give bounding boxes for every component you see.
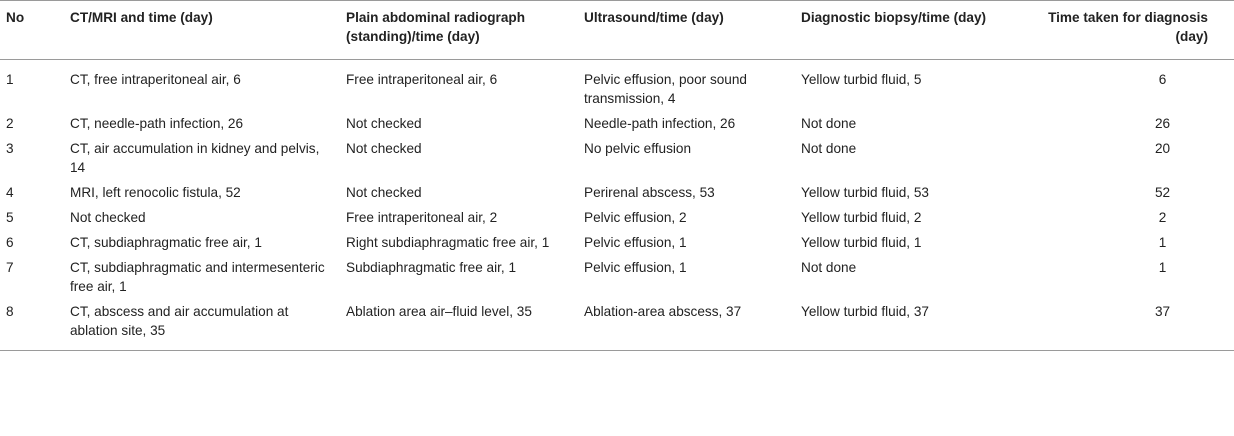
header-ultrasound: Ultrasound/time (day) [584,10,724,25]
cell-biopsy: Yellow turbid fluid, 5 [801,72,922,87]
cell-no: 3 [6,141,14,156]
cell-radiograph: Free intraperitoneal air, 2 [346,210,498,225]
cell-radiograph: Subdiaphragmatic free air, 1 [346,260,517,275]
cell-radiograph: Not checked [346,185,422,200]
cell-ultrasound: Pelvic effusion, 1 [584,260,687,275]
table-row [0,60,1234,112]
cell-ultrasound: Ablation-area abscess, 37 [584,304,742,319]
cell-ct-mri: CT, free intraperitoneal air, 6 [70,72,241,87]
header-biopsy: Diagnostic biopsy/time (day) [801,10,987,25]
table-row [0,180,1234,205]
cell-no: 6 [6,235,14,250]
cell-biopsy: Yellow turbid fluid, 1 [801,235,922,250]
header-time-to-diagnosis: Time taken for diagnosis (day) [1048,10,1208,44]
cell-ultrasound: Needle-path infection, 26 [584,116,736,131]
table-row [0,111,1234,136]
cell-no: 4 [6,185,14,200]
cell-ct-mri: CT, subdiaphragmatic and intermesenteric free air, 1 [70,260,325,294]
cell-time: 37 [1154,304,1171,319]
cell-radiograph: Not checked [346,116,422,131]
cell-ct-mri: MRI, left renocolic fistula, 52 [70,185,241,200]
cell-radiograph: Right subdiaphragmatic free air, 1 [346,235,550,250]
cell-time: 20 [1154,141,1171,156]
cell-ultrasound: Perirenal abscess, 53 [584,185,715,200]
cell-biopsy: Not done [801,141,857,156]
cell-biopsy: Yellow turbid fluid, 2 [801,210,922,225]
cell-ultrasound: Pelvic effusion, 2 [584,210,687,225]
cell-ultrasound: No pelvic effusion [584,141,692,156]
cell-biopsy: Not done [801,116,857,131]
cell-ct-mri: CT, needle-path infection, 26 [70,116,244,131]
table-row [0,299,1234,351]
cell-ct-mri: CT, air accumulation in kidney and pelvis, 14 [70,141,320,175]
cell-no: 7 [6,260,14,275]
table-body [0,60,1234,351]
cell-ct-mri: Not checked [70,210,146,225]
cell-ultrasound: Pelvic effusion, 1 [584,235,687,250]
cell-no: 5 [6,210,14,225]
cell-radiograph: Not checked [346,141,422,156]
cell-radiograph: Ablation area air–fluid level, 35 [346,304,532,319]
cell-time: 1 [1158,235,1167,250]
cell-biopsy: Yellow turbid fluid, 53 [801,185,929,200]
cell-ct-mri: CT, abscess and air accumulation at ablation site, 35 [70,304,289,338]
header-ct-mri: CT/MRI and time (day) [70,10,213,25]
cell-no: 1 [6,72,14,87]
table-row [0,136,1234,180]
table-row [0,230,1234,255]
cell-radiograph: Free intraperitoneal air, 6 [346,72,498,87]
header-row [0,1,1234,60]
header-radiograph: Plain abdominal radiograph (standing)/time (day) [346,10,526,44]
table-row [0,205,1234,230]
header-no: No [6,10,25,25]
table-header [0,1,1234,60]
cell-no: 2 [6,116,14,131]
cell-time: 2 [1158,210,1167,225]
cell-time: 52 [1154,185,1171,200]
cell-biopsy: Yellow turbid fluid, 37 [801,304,929,319]
cell-time: 1 [1158,260,1167,275]
cell-ultrasound: Pelvic effusion, poor sound transmission, 4 [584,72,747,106]
cell-biopsy: Not done [801,260,857,275]
cell-time: 6 [1158,72,1167,87]
cell-ct-mri: CT, subdiaphragmatic free air, 1 [70,235,262,250]
cell-no: 8 [6,304,14,319]
table-row [0,255,1234,299]
cell-time: 26 [1154,116,1171,131]
